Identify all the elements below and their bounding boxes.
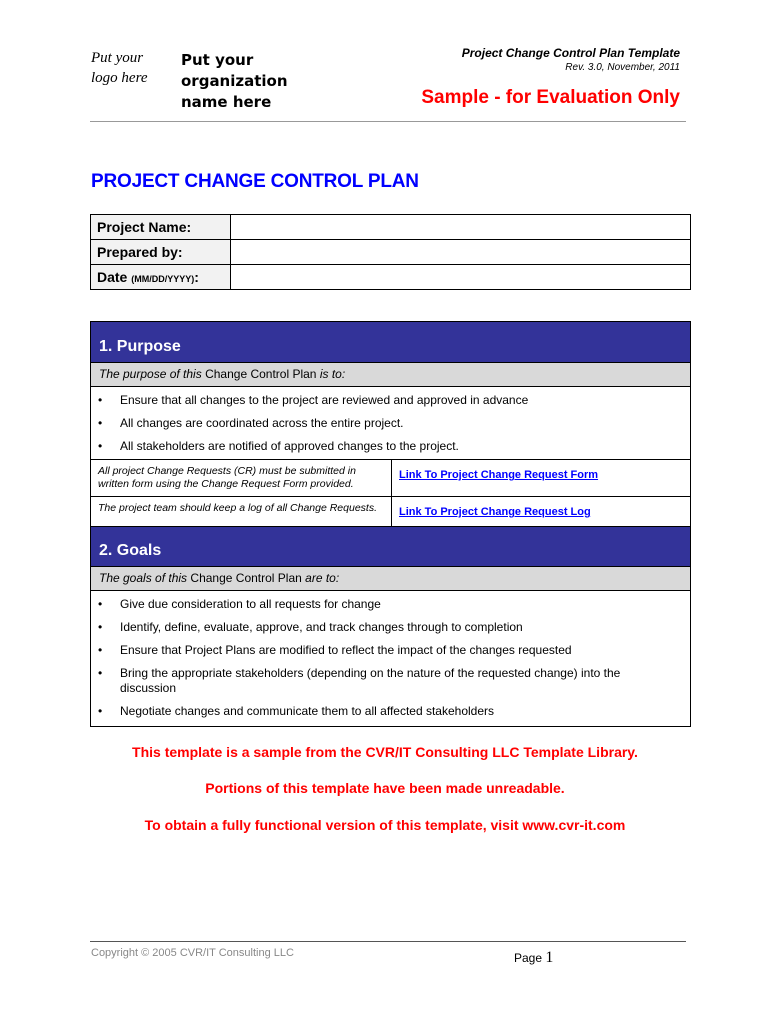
date-field[interactable] (231, 265, 691, 290)
list-item-text: Negotiate changes and communicate them to all affected stakeholders (120, 704, 495, 718)
project-info-table (90, 214, 691, 290)
list-item-text: Identify, define, evaluate, approve, and track changes through to completion (120, 620, 523, 634)
cr-log-link[interactable]: Link To Project Change Request Log (399, 506, 591, 518)
sample-notice-line-3: To obtain a fully functional version of this template, visit www.cvr-it.com (144, 817, 626, 833)
prepared-by-field[interactable] (231, 240, 691, 265)
bullet-icon: • (98, 643, 103, 657)
goals-section (90, 526, 691, 727)
date-label-suffix: : (194, 269, 199, 285)
bullet-icon: • (98, 393, 103, 407)
goals-bullet-list (91, 591, 690, 726)
list-item (91, 439, 690, 456)
list-item-text: Bring the appropriate stakeholders (depending on the nature of the requested change) into the discussion (120, 666, 621, 695)
table-row (91, 265, 691, 290)
list-item (91, 416, 690, 439)
page-number (514, 949, 553, 967)
cr-form-link[interactable]: Link To Project Change Request Form (399, 469, 599, 481)
cr-form-note: All project Change Requests (CR) must be submitted in written form using the Change Request Form provided. (91, 460, 392, 496)
list-item-text: All stakeholders are notified of approved changes to the project. (120, 439, 459, 453)
bullet-icon: • (98, 439, 103, 453)
list-item (91, 393, 690, 416)
page-label: Page (514, 951, 543, 965)
table-row (91, 240, 691, 265)
logo-placeholder: Put your logo here (91, 50, 148, 86)
table-row (91, 215, 691, 240)
date-format-hint: (MM/DD/YYYY) (131, 274, 195, 284)
cr-log-note: The project team should keep a log of all Change Requests. (91, 497, 392, 532)
purpose-bullet-list (91, 387, 690, 459)
bullet-icon: • (98, 416, 103, 430)
project-name-field[interactable] (231, 215, 691, 240)
bullet-icon: • (98, 704, 103, 718)
goals-heading: 2. Goals (91, 526, 690, 566)
sample-notice-line-2: Portions of this template have been made unreadable. (205, 780, 565, 796)
goals-intro (91, 566, 690, 591)
list-item-text: Give due consideration to all requests for change (120, 597, 381, 611)
sample-notice-line-1: This template is a sample from the CVR/IT Consulting LLC Template Library. (132, 744, 638, 760)
organization-name-placeholder: Put your organization name here (181, 51, 288, 111)
list-item (91, 643, 690, 666)
date-label (91, 265, 231, 290)
goals-intro-post: are to: (305, 571, 340, 585)
goals-intro-mid: Change Control Plan (190, 571, 302, 585)
footer-divider (90, 941, 686, 942)
purpose-intro-post: is to: (319, 367, 346, 381)
template-title: Project Change Control Plan Template (461, 46, 680, 60)
document-title: PROJECT CHANGE CONTROL PLAN (91, 171, 419, 192)
list-item (91, 704, 690, 721)
sample-notice: Sample - for Evaluation Only (421, 87, 680, 108)
purpose-intro-mid: Change Control Plan (205, 367, 317, 381)
cr-form-row (91, 459, 690, 496)
bullet-icon: • (98, 620, 103, 634)
date-label-text: Date (97, 269, 128, 285)
goals-intro-pre: The goals of this (99, 571, 188, 585)
purpose-intro-pre: The purpose of this (99, 367, 202, 381)
purpose-section (90, 321, 691, 533)
project-name-label: Project Name: (91, 215, 231, 240)
page-number-value: 1 (545, 949, 554, 966)
bullet-icon: • (98, 597, 103, 611)
list-item (91, 620, 690, 643)
list-item-text: Ensure that all changes to the project are reviewed and approved in advance (120, 393, 529, 407)
copyright-text: Copyright © 2005 CVR/IT Consulting LLC (91, 947, 294, 959)
list-item (91, 597, 690, 620)
list-item (91, 666, 690, 704)
header-divider (90, 121, 686, 122)
prepared-by-label: Prepared by: (91, 240, 231, 265)
list-item-text: Ensure that Project Plans are modified to reflect the impact of the changes requested (120, 643, 572, 657)
purpose-intro (91, 362, 690, 387)
bullet-icon: • (98, 666, 103, 680)
list-item-text: All changes are coordinated across the entire project. (120, 416, 404, 430)
template-revision: Rev. 3.0, November, 2011 (565, 62, 680, 73)
purpose-heading: 1. Purpose (91, 322, 690, 362)
